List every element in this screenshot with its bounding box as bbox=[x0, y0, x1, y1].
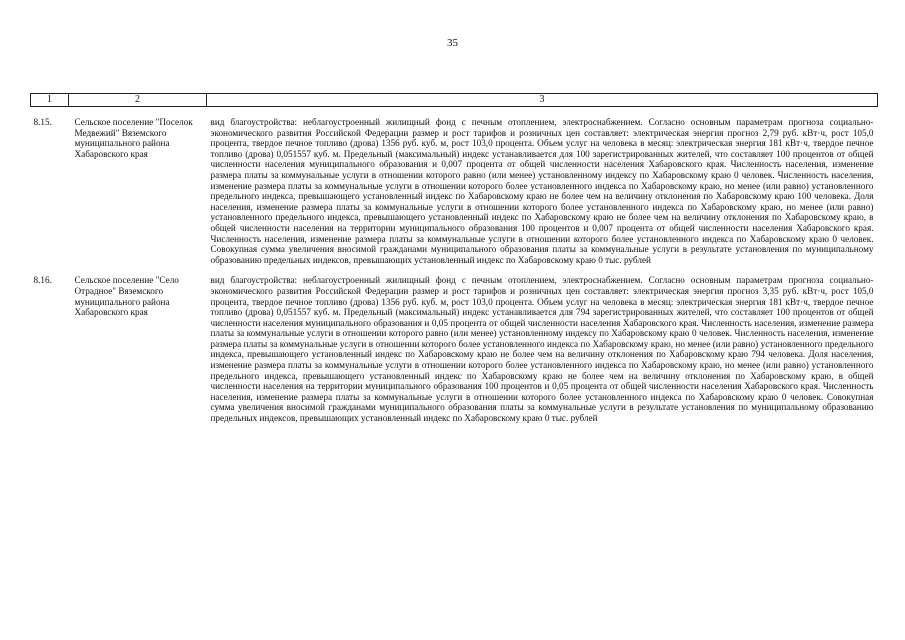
header-col-1: 1 bbox=[31, 94, 69, 107]
table-header bbox=[31, 94, 878, 107]
settlement-name: Сельское поселение "Поселок Медвежий" Вяземского муниципального района Хабаровского края bbox=[74, 117, 193, 159]
row-description: вид благоустройства: неблагоустроенный жилищный фонд с печным отоплением, электроснабжением. Согласно основным параметрам прогноза социально-экономического развития Российской Федерации размер и рост тарифов и розничных цен составляет: электрическая энергия прогноз 2,79 руб. кВт·ч, рост 105,0 процента, твердое печное топливо (дрова) 1356 руб. куб. м, рост 103,0 процента. Объем услуг на человека в месяц: электрическая энергия 181 кВт·ч, твердое печное топливо (дрова) 0,051557 куб. м. Предельный (максимальный) индекс устанавливается для 100 зарегистрированных жителей, что составляет 100 процентов от общей численности населения муниципального образования и 0,007 процента от общей численности населения Хабаровского края. Численность населения, изменение размера платы за коммунальные услуги в отношении которого равно (или менее) установленному индексу по Хабаровскому краю 0 человек. Численность населения, изменение размера платы за коммунальные услуги в отношении которого более установленного индекса по Хабаровскому краю, но менее (или равно) установленного предельного индекса, превышающего установленный индекс по Хабаровскому краю не более чем на величину отклонения по Хабаровскому краю 100 человека. Доля населения, изменение размера платы за коммунальные услуги в отношении которого более установленного индекса по Хабаровскому краю, но менее (или равно) установленного предельного индекса, превышающего установленный индекс по Хабаровскому краю не более чем на величину отклонения по Хабаровскому краю, в общей численности населения на территории муниципального образования 100 процентов и 0,007 процента от общей численности населения Хабаровского края. Численность населения, изменение размера платы за коммунальные услуги в отношении которого более установленного индекса по Хабаровскому краю 0 человек. Совокупная сумма увеличения вносимой гражданами муниципального образования платы за коммунальные услуги в результате установления по муниципальному образованию предельных индексов, превышающих установленный индекс по Хабаровскому краю 0 тыс. рублей bbox=[210, 117, 874, 265]
row-description: вид благоустройства: неблагоустроенный жилищный фонд с печным отоплением, электроснабжением. Согласно основным параметрам прогноза социально-экономического развития Российской Федерации размер и рост тарифов и розничных цен составляет: электрическая энергия прогноз 3,35 руб. кВт·ч, рост 105,0 процента, твердое печное топливо (дрова) 1356 руб. куб. м, рост 103,0 процента. Объем услуг на человека в месяц: электрическая энергия 181 кВт·ч, твердое печное топливо (дрова) 0,051557 куб. м. Предельный (максимальный) индекс устанавливается для 794 зарегистрированных жителей, что составляет 100 процентов от общей численности населения муниципального образования и 0,05 процента от общей численности населения Хабаровского края. Численность населения, изменение размера платы за коммунальные услуги в отношении которого равно (или менее) установленному индексу по Хабаровскому краю 0 человек. Численность населения, изменение размера платы за коммунальные услуги в отношении которого более установленного индекса по Хабаровскому краю, но менее (или равно) установленного предельного индекса, превышающего установленный индекс по Хабаровскому краю не более чем на величину отклонения по Хабаровскому краю 794 человека. Доля населения, изменение размера платы за коммунальные услуги в отношении которого более установленного индекса по Хабаровскому краю, но менее (или равно) установленного предельного индекса, превышающего установленный индекс по Хабаровскому краю не более чем на величину отклонения по Хабаровскому краю, в общей численности населения на территории муниципального образования 100 процентов и 0,05 процента от общей численности населения Хабаровского края. Численность населения, изменение размера платы за коммунальные услуги в отношении которого более установленного индекса по Хабаровскому краю 0 человек. Совокупная сумма увеличения вносимой гражданами муниципального образования платы за коммунальные услуги в результате установления по муниципальному образованию предельных индексов, превышающих установленный индекс по Хабаровскому краю 0 тыс. рублей bbox=[210, 275, 874, 424]
table-row bbox=[31, 107, 878, 266]
page-number: 35 bbox=[447, 37, 458, 49]
table-body bbox=[31, 107, 878, 424]
tariff-table bbox=[30, 93, 878, 424]
header-col-2: 2 bbox=[69, 94, 207, 107]
settlement-name: Сельское поселение "Село Отрадное" Вяземского муниципального района Хабаровского края bbox=[74, 275, 179, 318]
header-col-3: 3 bbox=[207, 94, 878, 107]
table-row bbox=[31, 265, 878, 423]
row-number: 8.15. bbox=[33, 117, 52, 127]
row-number: 8.16. bbox=[33, 275, 52, 286]
header-row bbox=[31, 94, 878, 107]
